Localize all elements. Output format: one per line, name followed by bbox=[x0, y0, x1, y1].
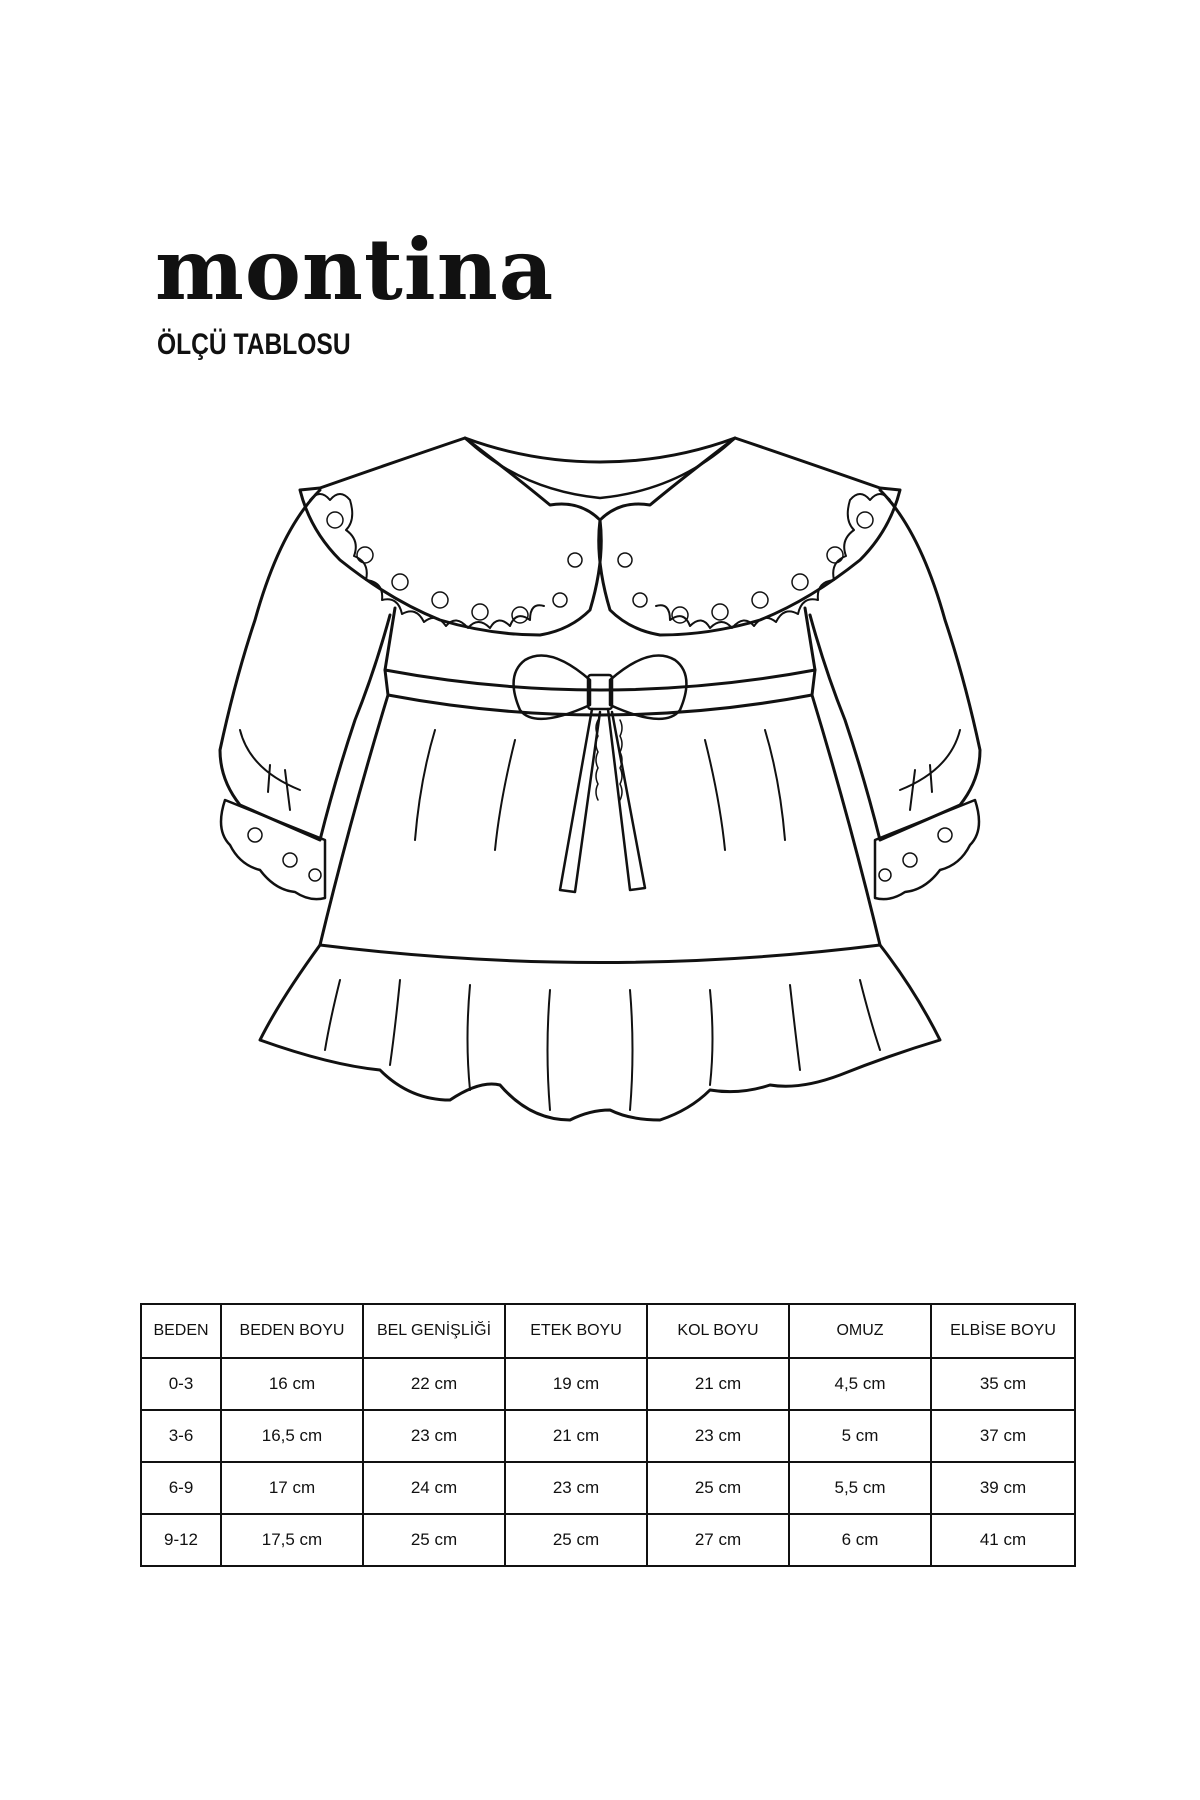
dress-drawing bbox=[150, 420, 1050, 1250]
table-cell: 23 cm bbox=[363, 1410, 505, 1462]
cuff-left bbox=[221, 800, 325, 899]
sleeve-right bbox=[810, 490, 980, 840]
table-cell: 25 cm bbox=[363, 1514, 505, 1566]
table-cell: 23 cm bbox=[505, 1462, 647, 1514]
col-header-etek-boyu: ETEK BOYU bbox=[505, 1304, 647, 1358]
table-cell: 25 cm bbox=[505, 1514, 647, 1566]
ruffle bbox=[260, 945, 940, 1120]
sleeve-left bbox=[220, 490, 390, 840]
col-header-elbise-boyu: ELBİSE BOYU bbox=[931, 1304, 1075, 1358]
table-header-row bbox=[141, 1304, 1075, 1358]
table-cell: 21 cm bbox=[647, 1358, 789, 1410]
col-header-beden: BEDEN bbox=[141, 1304, 221, 1358]
col-header-beden-boyu: BEDEN BOYU bbox=[221, 1304, 363, 1358]
table-cell: 17,5 cm bbox=[221, 1514, 363, 1566]
table-cell: 3-6 bbox=[141, 1410, 221, 1462]
table-cell: 4,5 cm bbox=[789, 1358, 931, 1410]
table-row bbox=[141, 1462, 1075, 1514]
waistband bbox=[385, 670, 815, 690]
size-table bbox=[140, 1303, 1076, 1567]
table-cell: 27 cm bbox=[647, 1514, 789, 1566]
table-cell: 9-12 bbox=[141, 1514, 221, 1566]
table-cell: 5 cm bbox=[789, 1410, 931, 1462]
dress-illustration bbox=[150, 420, 1050, 1250]
table-cell: 35 cm bbox=[931, 1358, 1075, 1410]
table-cell: 16 cm bbox=[221, 1358, 363, 1410]
table-cell: 0-3 bbox=[141, 1358, 221, 1410]
cuff-right bbox=[875, 800, 979, 899]
table-cell: 24 cm bbox=[363, 1462, 505, 1514]
table-cell: 39 cm bbox=[931, 1462, 1075, 1514]
table-cell: 6-9 bbox=[141, 1462, 221, 1514]
table-cell: 21 cm bbox=[505, 1410, 647, 1462]
table-cell: 25 cm bbox=[647, 1462, 789, 1514]
table-cell: 41 cm bbox=[931, 1514, 1075, 1566]
table-cell: 23 cm bbox=[647, 1410, 789, 1462]
table-row bbox=[141, 1358, 1075, 1410]
table-cell: 5,5 cm bbox=[789, 1462, 931, 1514]
table-cell: 22 cm bbox=[363, 1358, 505, 1410]
table-cell: 6 cm bbox=[789, 1514, 931, 1566]
table-cell: 16,5 cm bbox=[221, 1410, 363, 1462]
skirt bbox=[320, 695, 388, 945]
brand-logo: montina bbox=[155, 220, 555, 319]
table-cell: 17 cm bbox=[221, 1462, 363, 1514]
page-title: ÖLÇÜ TABLOSU bbox=[157, 328, 351, 361]
col-header-omuz: OMUZ bbox=[789, 1304, 931, 1358]
col-header-bel-genisligi: BEL GENİŞLİĞİ bbox=[363, 1304, 505, 1358]
neckline bbox=[465, 438, 735, 462]
table-cell: 19 cm bbox=[505, 1358, 647, 1410]
table-row bbox=[141, 1514, 1075, 1566]
table-row bbox=[141, 1410, 1075, 1462]
col-header-kol-boyu: KOL BOYU bbox=[647, 1304, 789, 1358]
table-cell: 37 cm bbox=[931, 1410, 1075, 1462]
